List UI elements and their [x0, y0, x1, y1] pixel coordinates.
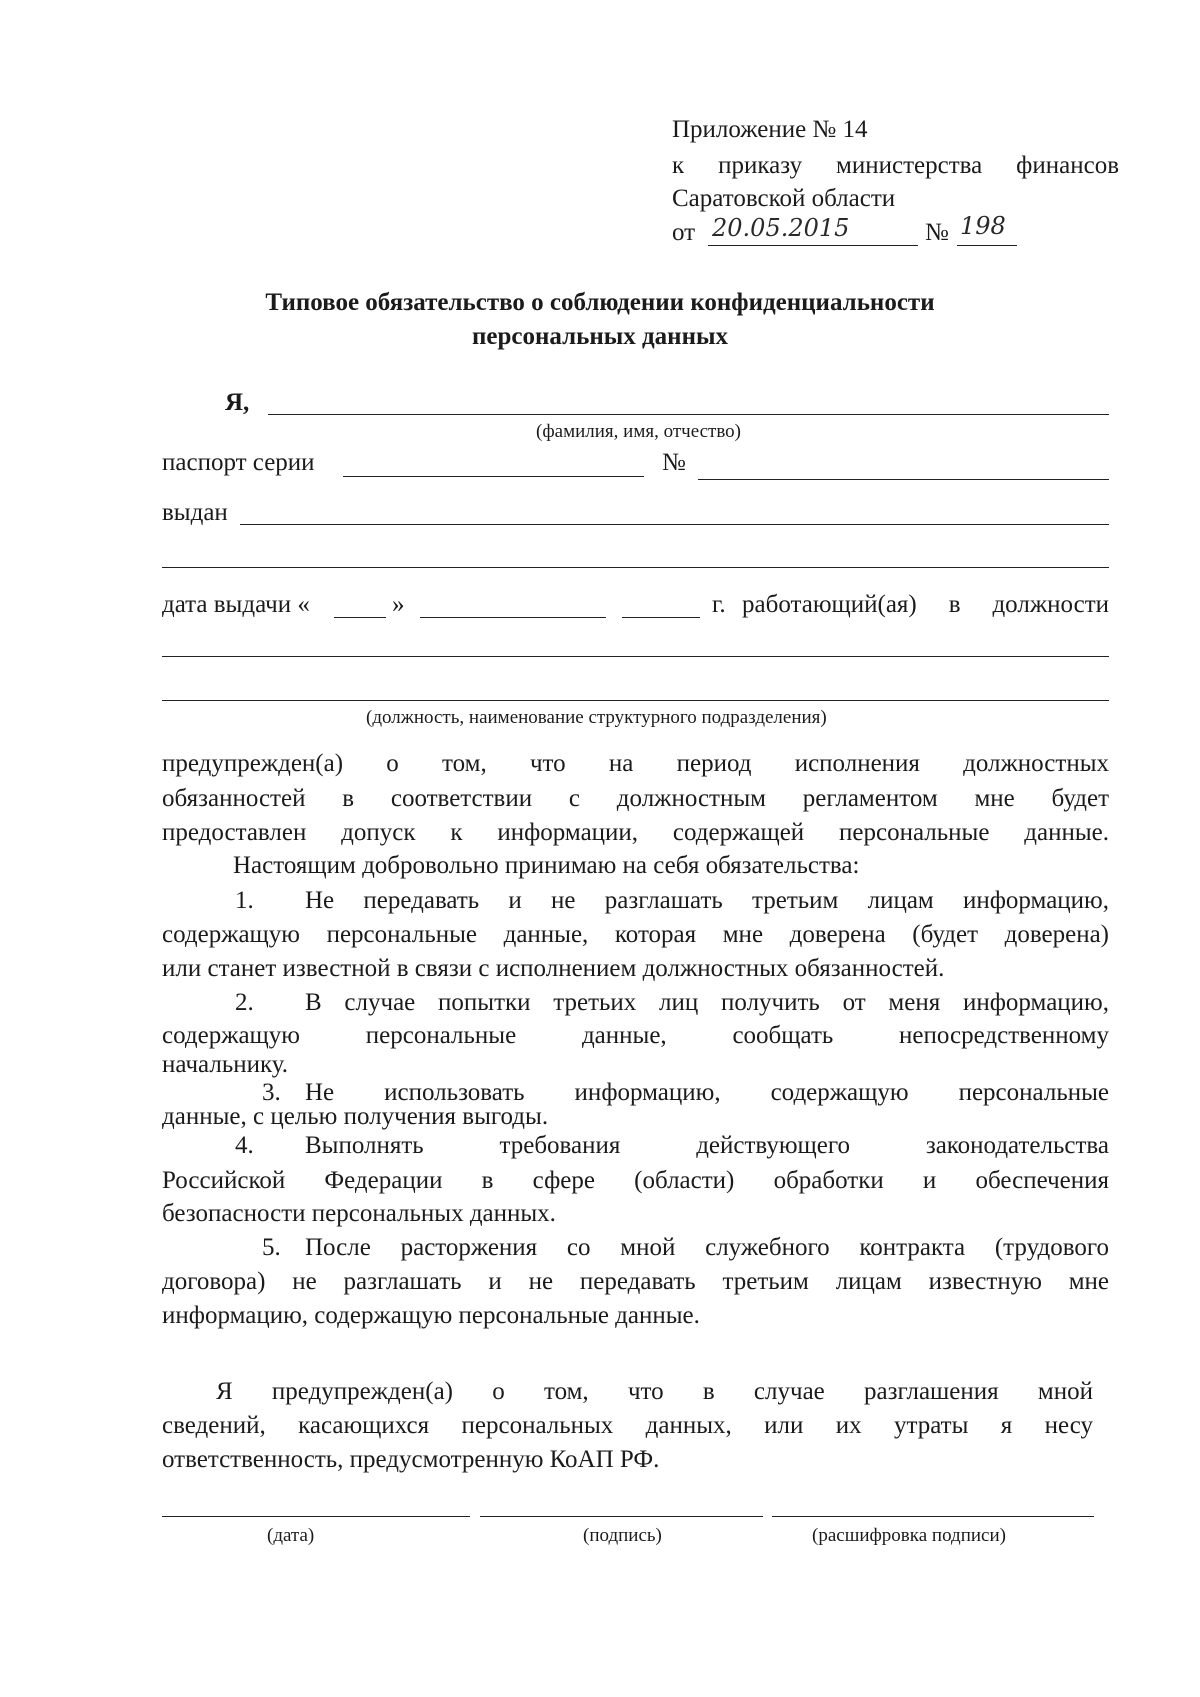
issue-day-line	[334, 617, 386, 618]
working-label: работающий(ая) в должности	[742, 591, 1109, 618]
appendix-date-line	[708, 245, 918, 246]
appendix-date-handwritten: 20.05.2015	[712, 214, 850, 242]
intro-line-1: предупрежден(а) о том, что на период исполнения должностных	[162, 750, 1109, 777]
title-line-1: Типовое обязательство о соблюдении конфиденциальности	[265, 289, 935, 316]
position-line-1	[162, 656, 1109, 657]
appendix-line-2: к приказу министерства финансов	[672, 152, 1119, 179]
issued-line-1	[240, 524, 1109, 525]
item-1-line-1: Не передавать и не разглашать третьим лицам информацию,	[305, 887, 1109, 914]
fio-line	[268, 414, 1109, 415]
sign-signature-line	[480, 1516, 763, 1517]
item-5-line-2: договора) не разглашать и не передавать третьим лицам известную мне	[162, 1268, 1109, 1295]
page-title	[0, 286, 1200, 354]
title-line-2: персональных данных	[471, 323, 729, 350]
date-caption: (дата)	[267, 1525, 315, 1546]
warning-line-1: Я предупрежден(а) о том, что в случае разглашения мной	[216, 1378, 1093, 1405]
signature-caption: (подпись)	[583, 1525, 662, 1546]
fio-caption: (фамилия, имя, отчество)	[536, 421, 742, 442]
warning-line-3: ответственность, предусмотренную КоАП РФ.	[162, 1446, 660, 1473]
appendix-line-3: Саратовской области	[672, 185, 896, 212]
issued-line-2	[162, 567, 1109, 568]
warning-line-2: сведений, касающихся персональных данных, или их утраты я несу	[162, 1412, 1093, 1439]
passport-series-line	[343, 476, 644, 477]
appendix-no-handwritten: 198	[960, 212, 1006, 240]
item-3-line-2: данные, с целью получения выгоды.	[162, 1103, 549, 1130]
issue-year-line	[622, 617, 700, 618]
item-4-line-3: безопасности персональных данных.	[162, 1200, 556, 1227]
item-1-line-3: или станет известной в связи с исполнением должностных обязанностей.	[162, 955, 945, 982]
item-5-line-3: информацию, содержащую персональные данные.	[162, 1302, 700, 1329]
issue-month-line	[420, 617, 606, 618]
passport-no-label: №	[662, 449, 686, 476]
intro-line-3: предоставлен допуск к информации, содержащей персональные данные.	[162, 819, 1109, 846]
issued-label: выдан	[162, 499, 228, 526]
position-line-2	[162, 700, 1109, 701]
item-4-line-1: Выполнять требования действующего законодательства	[305, 1132, 1109, 1159]
position-caption: (должность, наименование структурного подразделения)	[366, 707, 827, 728]
issue-date-quote-close: »	[392, 591, 405, 618]
item-2-number: 2.	[235, 989, 254, 1016]
ya-label: Я,	[225, 389, 250, 416]
item-3-line-1: Не использовать информацию, содержащую персональные	[305, 1079, 1109, 1106]
sign-date-line	[162, 1516, 470, 1517]
item-4-line-2: Российской Федерации в сфере (области) обработки и обеспечения	[162, 1167, 1109, 1194]
issue-year-suffix: г.	[712, 591, 726, 618]
appendix-line-1: Приложение № 14	[672, 116, 868, 143]
item-1-line-2: содержащую персональные данные, которая мне доверена (будет доверена)	[162, 921, 1109, 948]
accept-line: Настоящим добровольно принимаю на себя обязательства:	[233, 852, 860, 879]
item-4-number: 4.	[235, 1132, 254, 1159]
decode-caption: (расшифровка подписи)	[812, 1525, 1006, 1546]
item-2-line-1: В случае попытки третьих лиц получить от меня информацию,	[305, 989, 1109, 1016]
item-1-number: 1.	[235, 887, 254, 914]
sign-decode-line	[772, 1516, 1094, 1517]
passport-label: паспорт серии	[162, 449, 315, 476]
intro-line-2: обязанностей в соответствии с должностным регламентом мне будет	[162, 785, 1109, 812]
passport-no-line	[698, 479, 1109, 480]
appendix-date-prefix: от	[672, 219, 696, 246]
item-2-line-2: содержащую персональные данные, сообщать непосредственному	[162, 1022, 1109, 1049]
item-2-line-3: начальнику.	[162, 1051, 289, 1078]
item-3-number: 3.	[262, 1079, 281, 1106]
appendix-no-line	[957, 245, 1017, 246]
item-5-number: 5.	[262, 1234, 281, 1261]
item-5-line-1: После расторжения со мной служебного контракта (трудового	[305, 1234, 1109, 1261]
issue-date-label: дата выдачи «	[162, 591, 310, 618]
appendix-no-label: №	[925, 219, 949, 246]
